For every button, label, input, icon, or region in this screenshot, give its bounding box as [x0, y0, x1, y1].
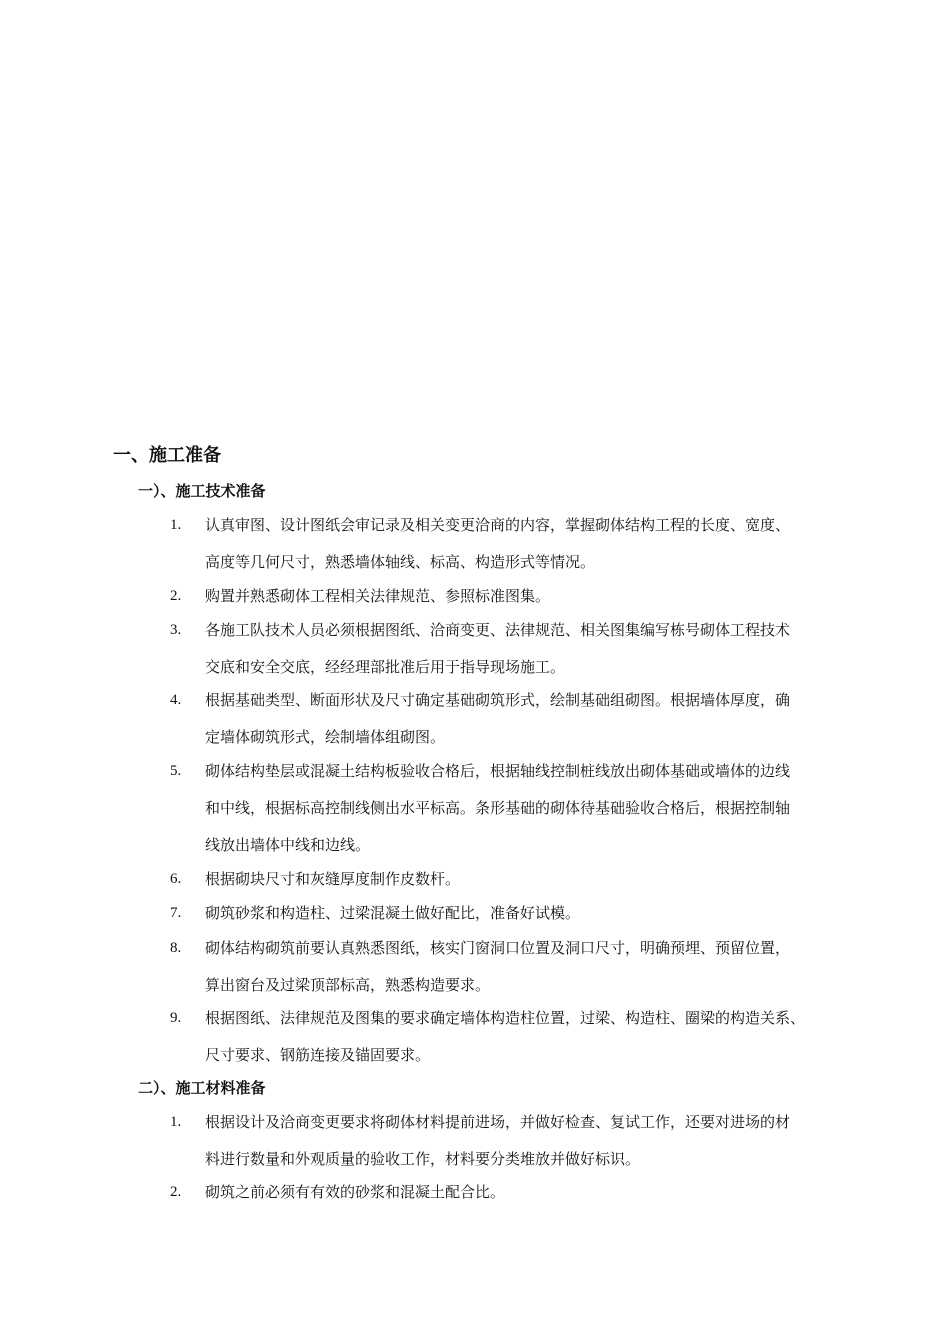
subsection-heading-technical: 一）、施工技术准备	[138, 482, 266, 500]
list-item-text: 购置并熟悉砌体工程相关法律规范、参照标准图集。	[205, 587, 551, 605]
list-item-text: 各施工队技术人员必须根据图纸、洽商变更、法律规范、相关图集编写栋号砌体工程技术	[205, 621, 791, 639]
list-item-text: 根据砌块尺寸和灰缝厚度制作皮数杆。	[205, 870, 461, 888]
list-item-text: 定墙体砌筑形式，绘制墙体组砌图。	[205, 728, 446, 746]
list-item-text: 砌体结构垫层或混凝土结构板验收合格后，根据轴线控制桩线放出砌体基础或墙体的边线	[205, 762, 791, 780]
list-item-text: 根据设计及洽商变更要求将砌体材料提前进场，并做好检查、复试工作，还要对进场的材	[205, 1113, 791, 1131]
list-item-text: 砌筑砂浆和构造柱、过梁混凝土做好配比，准备好试模。	[205, 904, 581, 922]
list-item-text: 根据图纸、法律规范及图集的要求确定墙体构造柱位置，过梁、构造柱、圈梁的构造关系、	[205, 1009, 806, 1027]
subsection-heading-materials: 二）、施工材料准备	[138, 1079, 266, 1097]
list-item-text: 线放出墙体中线和边线。	[205, 836, 371, 854]
section-title: 一、施工准备	[113, 445, 221, 466]
list-item-number: 6.	[170, 871, 182, 887]
list-item-text: 和中线，根据标高控制线侧出水平标高。条形基础的砌体待基础验收合格后，根据控制轴	[205, 799, 791, 817]
list-item-number: 1.	[170, 517, 182, 533]
list-item-text: 高度等几何尺寸，熟悉墙体轴线、标高、构造形式等情况。	[205, 553, 596, 571]
list-item-number: 3.	[170, 622, 182, 638]
list-item-number: 1.	[170, 1114, 182, 1130]
list-item-text: 算出窗台及过梁顶部标高，熟悉构造要求。	[205, 976, 491, 994]
list-item-text: 尺寸要求、钢筋连接及锚固要求。	[205, 1046, 431, 1064]
list-item-number: 2.	[170, 1184, 182, 1200]
list-item-number: 5.	[170, 763, 182, 779]
list-item-text: 交底和安全交底，经经理部批准后用于指导现场施工。	[205, 658, 566, 676]
list-item-number: 7.	[170, 905, 182, 921]
list-item-number: 9.	[170, 1010, 182, 1026]
list-item-text: 砌体结构砌筑前要认真熟悉图纸，核实门窗洞口位置及洞口尺寸，明确预埋、预留位置，	[205, 939, 791, 957]
list-item-text: 认真审图、设计图纸会审记录及相关变更洽商的内容，掌握砌体结构工程的长度、宽度、	[205, 516, 791, 534]
list-item-number: 4.	[170, 692, 182, 708]
list-item-number: 8.	[170, 940, 182, 956]
list-item-text: 砌筑之前必须有有效的砂浆和混凝土配合比。	[205, 1183, 506, 1201]
list-item-text: 根据基础类型、断面形状及尺寸确定基础砌筑形式，绘制基础组砌图。根据墙体厚度，确	[205, 691, 791, 709]
list-item-text: 料进行数量和外观质量的验收工作，材料要分类堆放并做好标识。	[205, 1150, 641, 1168]
list-item-number: 2.	[170, 588, 182, 604]
